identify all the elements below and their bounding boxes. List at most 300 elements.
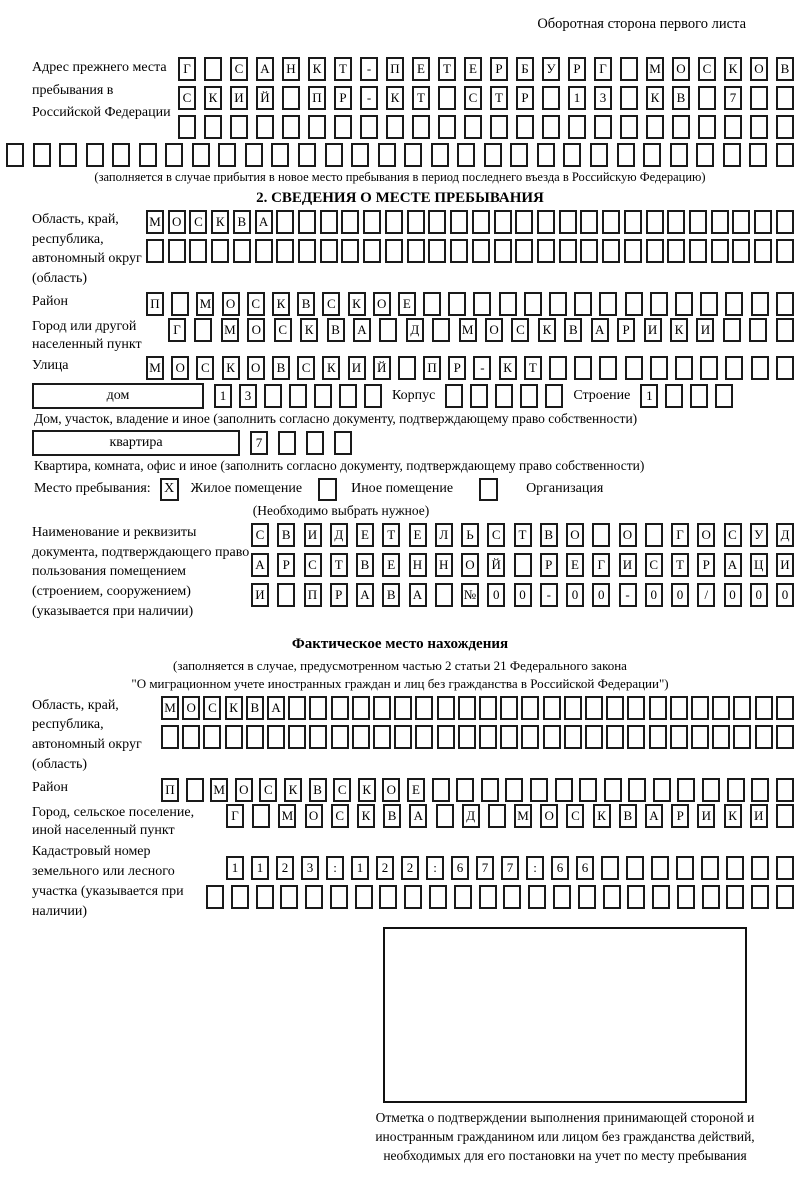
char-cell: [578, 885, 596, 909]
char-cell: О: [619, 523, 637, 547]
char-cell: [625, 356, 643, 380]
char-cell: [606, 725, 624, 749]
char-cell: [594, 115, 612, 139]
char-cell: К: [357, 804, 375, 828]
char-cell: [334, 115, 352, 139]
char-cell: О: [247, 356, 265, 380]
char-cell: [456, 778, 474, 802]
prev-address-row-1: [178, 57, 794, 81]
char-cell: С: [331, 804, 349, 828]
char-cell: [672, 115, 690, 139]
char-cell: 7: [501, 856, 519, 880]
char-cell: [776, 725, 794, 749]
char-cell: [749, 318, 767, 342]
char-cell: [404, 885, 422, 909]
char-cell: [415, 725, 433, 749]
char-cell: [628, 778, 646, 802]
char-cell: [624, 210, 642, 234]
stamp-area: [340, 927, 790, 1165]
char-cell: [59, 143, 77, 167]
char-cell: [751, 356, 769, 380]
char-cell: [696, 143, 714, 167]
actual-district-field: [6, 778, 794, 802]
char-cell: С: [511, 318, 529, 342]
char-cell: О: [171, 356, 189, 380]
char-cell: [428, 210, 446, 234]
char-cell: [225, 725, 243, 749]
char-cell: [751, 856, 769, 880]
char-cell: [750, 115, 768, 139]
char-cell: -: [540, 583, 558, 607]
char-cell: [352, 696, 370, 720]
char-cell: [458, 725, 476, 749]
char-cell: [490, 115, 508, 139]
char-cell: [423, 292, 441, 316]
char-cell: О: [750, 57, 768, 81]
char-cell: [776, 239, 794, 263]
char-cell: [445, 384, 463, 408]
char-cell: И: [696, 318, 714, 342]
char-cell: С: [251, 523, 269, 547]
char-cell: [457, 143, 475, 167]
char-cell: В: [327, 318, 345, 342]
house-row: [6, 383, 794, 409]
char-cell: Г: [226, 804, 244, 828]
char-cell: [438, 115, 456, 139]
char-cell: [161, 725, 179, 749]
char-cell: Р: [617, 318, 635, 342]
char-cell: Д: [406, 318, 424, 342]
actual-district-label: Район: [32, 780, 68, 796]
char-cell: [698, 86, 716, 110]
char-cell: [691, 725, 709, 749]
char-cell: 0: [750, 583, 768, 607]
char-cell: Т: [514, 523, 532, 547]
char-cell: [580, 210, 598, 234]
char-cell: [309, 696, 327, 720]
char-cell: [601, 856, 619, 880]
char-cell: [288, 696, 306, 720]
char-cell: Е: [409, 523, 427, 547]
prev-address-field: [6, 57, 794, 139]
char-cell: [723, 143, 741, 167]
char-cell: А: [409, 804, 427, 828]
char-cell: [585, 696, 603, 720]
char-cell: А: [645, 804, 663, 828]
char-cell: Р: [540, 553, 558, 577]
char-cell: М: [646, 57, 664, 81]
char-cell: [218, 143, 236, 167]
char-cell: -: [360, 86, 378, 110]
char-cell: Т: [330, 553, 348, 577]
char-cell: [325, 143, 343, 167]
char-cell: В: [776, 57, 794, 81]
char-cell: [750, 86, 768, 110]
char-cell: С: [203, 696, 221, 720]
char-cell: [86, 143, 104, 167]
char-cell: Р: [697, 553, 715, 577]
char-cell: 0: [487, 583, 505, 607]
char-cell: М: [146, 210, 164, 234]
char-cell: В: [233, 210, 251, 234]
char-cell: [429, 885, 447, 909]
char-cell: 0: [592, 583, 610, 607]
char-cell: [528, 885, 546, 909]
char-cell: Н: [409, 553, 427, 577]
char-cell: [309, 725, 327, 749]
char-cell: К: [300, 318, 318, 342]
char-cell: С: [333, 778, 351, 802]
char-cell: Е: [464, 57, 482, 81]
char-cell: [592, 523, 610, 547]
char-cell: [691, 696, 709, 720]
char-cell: С: [322, 292, 340, 316]
actual-city-label: Город, сельское поселение, иной населенный пункт: [32, 805, 195, 839]
char-cell: [776, 856, 794, 880]
char-cell: 6: [551, 856, 569, 880]
char-cell: [360, 115, 378, 139]
char-cell: [428, 239, 446, 263]
char-cell: Р: [568, 57, 586, 81]
char-cell: [521, 696, 539, 720]
actual-region-row-2: [161, 725, 794, 749]
prev-address-label: Адрес прежнего места пребывания в Российской Федерации: [32, 60, 171, 121]
char-cell: Д: [462, 804, 480, 828]
char-cell: О: [540, 804, 558, 828]
char-cell: -: [473, 356, 491, 380]
char-cell: И: [230, 86, 248, 110]
char-cell: [473, 292, 491, 316]
char-cell: [652, 885, 670, 909]
district-label: Район: [32, 294, 68, 310]
char-cell: [670, 725, 688, 749]
char-cell: :: [326, 856, 344, 880]
char-cell: 0: [776, 583, 794, 607]
char-cell: [776, 86, 794, 110]
apartment-cells: [250, 431, 352, 455]
char-cell: [245, 143, 263, 167]
char-cell: [702, 885, 720, 909]
char-cell: Р: [277, 553, 295, 577]
char-cell: [689, 210, 707, 234]
char-cell: Т: [524, 356, 542, 380]
char-cell: К: [670, 318, 688, 342]
char-cell: [542, 115, 560, 139]
char-cell: [373, 725, 391, 749]
char-cell: М: [161, 696, 179, 720]
char-cell: Д: [776, 523, 794, 547]
char-cell: С: [304, 553, 322, 577]
char-cell: [454, 885, 472, 909]
char-cell: [355, 885, 373, 909]
char-cell: [320, 239, 338, 263]
char-cell: [298, 143, 316, 167]
char-cell: П: [304, 583, 322, 607]
char-cell: [732, 210, 750, 234]
char-cell: [755, 725, 773, 749]
char-cell: Б: [516, 57, 534, 81]
char-cell: [479, 885, 497, 909]
char-cell: И: [644, 318, 662, 342]
char-cell: [495, 384, 513, 408]
char-cell: [537, 143, 555, 167]
char-cell: [233, 239, 251, 263]
char-cell: 0: [724, 583, 742, 607]
region-row-2: [146, 239, 794, 263]
char-cell: [330, 885, 348, 909]
char-cell: [676, 856, 694, 880]
char-cell: 7: [724, 86, 742, 110]
char-cell: В: [540, 523, 558, 547]
char-cell: О: [182, 696, 200, 720]
prev-address-caption: (заполняется в случае прибытия в новое место пребывания в период последнего въезда в Российскую Федерацию): [94, 170, 706, 184]
char-cell: Т: [334, 57, 352, 81]
char-cell: [543, 725, 561, 749]
char-cell: [650, 356, 668, 380]
char-cell: В: [619, 804, 637, 828]
char-cell: [626, 856, 644, 880]
char-cell: [341, 239, 359, 263]
char-cell: Н: [282, 57, 300, 81]
char-cell: П: [308, 86, 326, 110]
char-cell: Т: [382, 523, 400, 547]
char-cell: А: [724, 553, 742, 577]
char-cell: [298, 239, 316, 263]
char-cell: [776, 115, 794, 139]
stay-type-option-residential: Жилое помещение: [190, 481, 303, 497]
char-cell: [278, 431, 296, 455]
char-cell: [494, 239, 512, 263]
char-cell: [667, 210, 685, 234]
char-cell: [386, 115, 404, 139]
document-row-3: [251, 583, 794, 607]
actual-district-row: [161, 778, 794, 802]
char-cell: А: [267, 696, 285, 720]
char-cell: С: [297, 356, 315, 380]
char-cell: [189, 239, 207, 263]
char-cell: А: [356, 583, 374, 607]
char-cell: [559, 210, 577, 234]
char-cell: Е: [398, 292, 416, 316]
char-cell: И: [348, 356, 366, 380]
char-cell: [749, 143, 767, 167]
char-cell: Е: [356, 523, 374, 547]
char-cell: С: [196, 356, 214, 380]
char-cell: Е: [382, 553, 400, 577]
char-cell: [230, 115, 248, 139]
char-cell: [599, 292, 617, 316]
char-cell: [298, 210, 316, 234]
char-cell: [568, 115, 586, 139]
char-cell: [415, 696, 433, 720]
char-cell: [448, 292, 466, 316]
char-cell: [590, 143, 608, 167]
char-cell: [702, 778, 720, 802]
char-cell: [171, 292, 189, 316]
char-cell: [412, 115, 430, 139]
char-cell: 1: [351, 856, 369, 880]
street-row: [146, 356, 794, 380]
char-cell: [515, 210, 533, 234]
house-caption: Дом, участок, владение и иное (заполнить согласно документу, подтверждающему право собственности): [34, 410, 638, 426]
char-cell: 1: [251, 856, 269, 880]
char-cell: [339, 384, 357, 408]
char-cell: [645, 523, 663, 547]
region-label: Область, край, республика, автономный округ (область): [32, 211, 142, 287]
char-cell: [255, 239, 273, 263]
char-cell: [751, 292, 769, 316]
char-cell: К: [211, 210, 229, 234]
stay-type-row: [6, 478, 794, 501]
stay-type-checkbox-residential: X: [160, 478, 179, 501]
char-cell: [379, 318, 397, 342]
char-cell: И: [304, 523, 322, 547]
char-cell: [404, 143, 422, 167]
char-cell: [712, 696, 730, 720]
char-cell: [277, 583, 295, 607]
char-cell: П: [423, 356, 441, 380]
apartment-caption: Квартира, комната, офис и иное (заполнить согласно документу, подтверждающему право собственности): [34, 457, 645, 473]
char-cell: [407, 239, 425, 263]
char-cell: [500, 725, 518, 749]
char-cell: [516, 115, 534, 139]
char-cell: [373, 696, 391, 720]
char-cell: М: [514, 804, 532, 828]
char-cell: [670, 143, 688, 167]
char-cell: [537, 239, 555, 263]
char-cell: 6: [576, 856, 594, 880]
char-cell: [624, 239, 642, 263]
char-cell: [677, 778, 695, 802]
char-cell: Р: [334, 86, 352, 110]
char-cell: /: [697, 583, 715, 607]
char-cell: [715, 384, 733, 408]
char-cell: [515, 239, 533, 263]
char-cell: [398, 356, 416, 380]
stamp-box: [383, 927, 747, 1103]
char-cell: [510, 143, 528, 167]
char-cell: О: [222, 292, 240, 316]
char-cell: К: [593, 804, 611, 828]
char-cell: В: [564, 318, 582, 342]
char-cell: [472, 239, 490, 263]
stay-type-label: Место пребывания:: [34, 481, 151, 497]
char-cell: №: [461, 583, 479, 607]
char-cell: 0: [566, 583, 584, 607]
char-cell: В: [356, 553, 374, 577]
char-cell: О: [461, 553, 479, 577]
char-cell: [363, 239, 381, 263]
char-cell: В: [383, 804, 401, 828]
char-cell: [649, 725, 667, 749]
char-cell: К: [308, 57, 326, 81]
char-cell: [675, 356, 693, 380]
char-cell: [472, 210, 490, 234]
char-cell: [331, 696, 349, 720]
char-cell: О: [672, 57, 690, 81]
char-cell: [553, 885, 571, 909]
char-cell: [698, 115, 716, 139]
char-cell: [231, 885, 249, 909]
char-cell: А: [255, 210, 273, 234]
actual-location-title: Фактическое место нахождения: [291, 636, 509, 653]
document-row-1: [251, 523, 794, 547]
char-cell: Т: [438, 57, 456, 81]
char-cell: [725, 292, 743, 316]
char-cell: С: [487, 523, 505, 547]
char-cell: [280, 885, 298, 909]
cadastre-label: Кадастровый номер земельного или лесного участка (указывается при наличии): [32, 844, 184, 920]
prev-address-row-2: [178, 86, 794, 110]
char-cell: [653, 778, 671, 802]
char-cell: О: [305, 804, 323, 828]
char-cell: 0: [671, 583, 689, 607]
char-cell: [617, 143, 635, 167]
char-cell: К: [222, 356, 240, 380]
char-cell: [649, 696, 667, 720]
char-cell: [488, 804, 506, 828]
char-cell: О: [382, 778, 400, 802]
char-cell: У: [542, 57, 560, 81]
char-cell: 2: [276, 856, 294, 880]
char-cell: [432, 778, 450, 802]
char-cell: И: [697, 804, 715, 828]
char-cell: С: [566, 804, 584, 828]
char-cell: [711, 210, 729, 234]
char-cell: [776, 292, 794, 316]
char-cell: [530, 778, 548, 802]
char-cell: [675, 292, 693, 316]
char-cell: [481, 778, 499, 802]
char-cell: [776, 210, 794, 234]
char-cell: [364, 384, 382, 408]
char-cell: 3: [594, 86, 612, 110]
char-cell: [203, 725, 221, 749]
char-cell: [305, 885, 323, 909]
char-cell: С: [178, 86, 196, 110]
char-cell: [267, 725, 285, 749]
char-cell: Р: [330, 583, 348, 607]
char-cell: [288, 725, 306, 749]
char-cell: Г: [594, 57, 612, 81]
char-cell: К: [284, 778, 302, 802]
char-cell: [677, 885, 695, 909]
char-cell: В: [277, 523, 295, 547]
char-cell: К: [348, 292, 366, 316]
char-cell: [308, 115, 326, 139]
char-cell: Г: [168, 318, 186, 342]
char-cell: Р: [671, 804, 689, 828]
char-cell: [168, 239, 186, 263]
char-cell: 3: [239, 384, 257, 408]
char-cell: [724, 115, 742, 139]
char-cell: 1: [226, 856, 244, 880]
char-cell: [438, 86, 456, 110]
char-cell: К: [225, 696, 243, 720]
char-cell: [314, 384, 332, 408]
char-cell: Т: [671, 553, 689, 577]
char-cell: Г: [178, 57, 196, 81]
char-cell: [194, 318, 212, 342]
char-cell: [712, 725, 730, 749]
char-cell: [520, 384, 538, 408]
char-cell: Р: [490, 57, 508, 81]
char-cell: 2: [376, 856, 394, 880]
char-cell: 1: [640, 384, 658, 408]
char-cell: Н: [435, 553, 453, 577]
char-cell: [625, 292, 643, 316]
char-cell: [432, 318, 450, 342]
